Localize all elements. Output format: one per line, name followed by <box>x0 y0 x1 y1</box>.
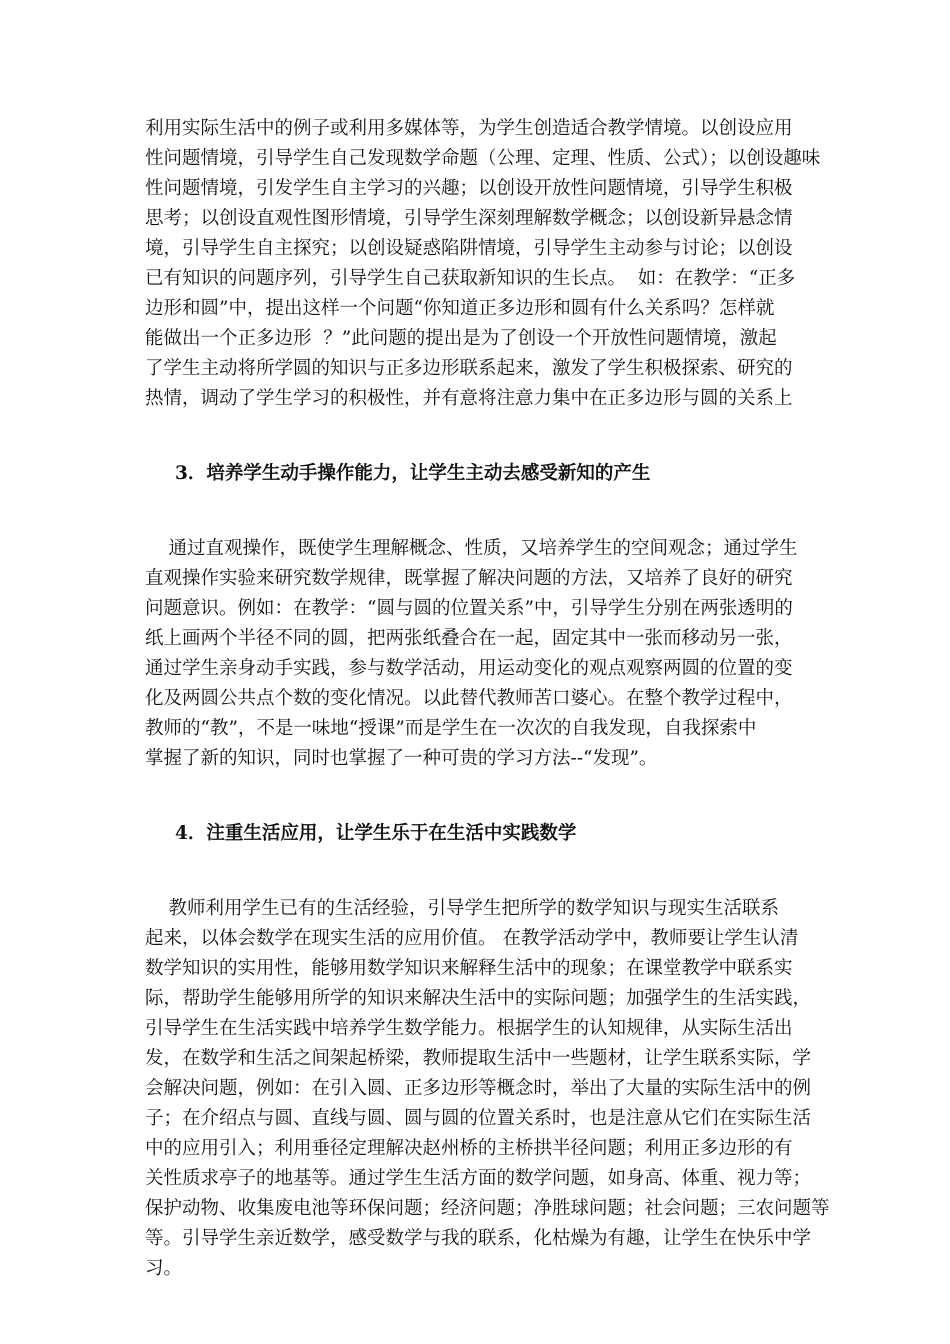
text-line: 教师的“教”，不是一味地“授课”而是学生在一次次的自我发现，自我探索中 <box>145 718 757 739</box>
text-line: 关性质求亭子的地基等。通过学生生活方面的数学问题，如身高、体重、视力等； <box>145 1168 812 1189</box>
document-page <box>145 114 830 1284</box>
text-line: 通过学生亲身动手实践，参与数学活动，用运动变化的观点观察两圆的位置的变 <box>145 658 793 679</box>
paragraph-section-3 <box>145 534 810 774</box>
text-line: 性问题情境，引导学生自己发现数学命题（公理、定理、性质、公式）；以创设趣味 <box>145 148 821 169</box>
text-line: 引导学生在生活实践中培养学生数学能力。根据学生的认知规律，从实际生活出 <box>145 1018 793 1039</box>
text-line: 了学生主动将所学圆的知识与正多边形联系起来，激发了学生积极探索、研究的 <box>145 358 793 379</box>
text-line: 保护动物、收集废电池等环保问题；经济问题；净胜球问题；社会问题；三农问题等 <box>145 1198 830 1219</box>
text-line: 利用实际生活中的例子或利用多媒体等，为学生创造适合教学情境。以创设应用 <box>145 118 793 139</box>
text-line: 纸上画两个半径不同的圆，把两张纸叠合在一起，固定其中一张而移动另一张， <box>145 628 793 649</box>
text-line: 掌握了新的知识，同时也掌握了一种可贵的学习方法--“发现”。 <box>145 748 658 769</box>
text-line: 会解决问题，例如：在引入圆、正多边形等概念时，举出了大量的实际生活中的例 <box>145 1078 812 1099</box>
text-line: 问题意识。例如：在教学：“圆与圆的位置关系”中，引导学生分别在两张透明的 <box>145 598 793 619</box>
text-line: 已有知识的问题序列，引导学生自己获取新知识的生长点。 如：在教学：“正多 <box>145 268 796 289</box>
text-line: 教师利用学生已有的生活经验，引导学生把所学的数学知识与现实生活联系 <box>145 898 780 919</box>
text-line: 境，引导学生自主探究；以创设疑惑陷阱情境，引导学生主动参与讨论；以创设 <box>145 238 793 259</box>
text-line: 直观操作实验来研究数学规律，既掌握了解决问题的方法，又培养了良好的研究 <box>145 568 793 589</box>
text-line: 热情，调动了学生学习的积极性，并有意将注意力集中在正多边形与圆的关系上 <box>145 388 793 409</box>
text-line: 通过直观操作，既使学生理解概念、性质，又培养学生的空间观念；通过学生 <box>145 538 798 559</box>
text-line: 数学知识的实用性，能够用数学知识来解释生活中的现象；在课堂教学中联系实 <box>145 958 793 979</box>
text-line: 子；在介绍点与圆、直线与圆、圆与圆的位置关系时，也是注意从它们在实际生活 <box>145 1108 812 1129</box>
text-line: 际，帮助学生能够用所学的知识来解决生活中的实际问题；加强学生的生活实践， <box>145 988 812 1009</box>
text-line: 化及两圆公共点个数的变化情况。以此替代教师苦口婆心。在整个教学过程中， <box>145 688 793 709</box>
section-heading-4: 4．注重生活应用，让学生乐于在生活中实践数学 <box>175 823 577 844</box>
text-line: 习。 <box>145 1258 183 1279</box>
text-line: 性问题情境，引发学生自主学习的兴趣；以创设开放性问题情境，引导学生积极 <box>145 178 793 199</box>
text-line: 起来，以体会数学在现实生活的应用价值。 在教学活动学中，教师要让学生认清 <box>145 928 799 949</box>
text-line: 边形和圆”中，提出这样一个问题“你知道正多边形和圆有什么关系吗？怎样就 <box>145 298 775 319</box>
paragraph-section-4 <box>145 894 830 1284</box>
text-line: 发，在数学和生活之间架起桥梁，教师提取生活中一些题材，让学生联系实际，学 <box>145 1048 812 1069</box>
text-line: 等。引导学生亲近数学，感受数学与我的联系，化枯燥为有趣，让学生在快乐中学 <box>145 1228 812 1249</box>
text-line: 能做出一个正多边形 ？”此问题的提出是为了创设一个开放性问题情境，激起 <box>145 328 777 349</box>
text-line: 思考；以创设直观性图形情境，引导学生深刻理解数学概念；以创设新异悬念情 <box>145 208 793 229</box>
text-line: 中的应用引入；利用垂径定理解决赵州桥的主桥拱半径问题；利用正多边形的有 <box>145 1138 793 1159</box>
paragraph-intro <box>145 114 821 414</box>
section-heading-3: 3．培养学生动手操作能力，让学生主动去感受新知的产生 <box>175 463 651 484</box>
